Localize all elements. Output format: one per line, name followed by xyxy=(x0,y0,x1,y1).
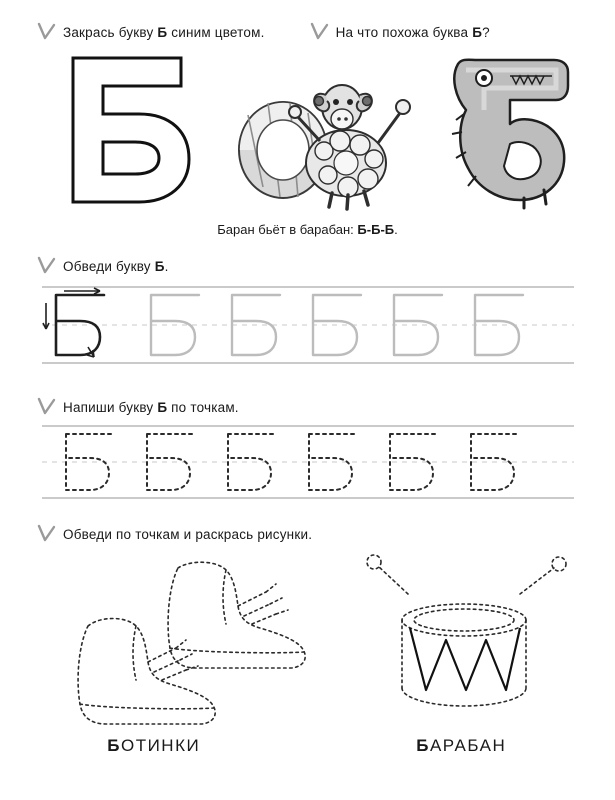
task-color-letter xyxy=(38,22,265,42)
checkmark-icon xyxy=(38,22,56,42)
task-text-before: Закрась букву xyxy=(63,24,154,40)
trace-practice-row[interactable] xyxy=(42,285,574,365)
task-write-by-dots xyxy=(38,397,239,417)
caption-ram-sentence xyxy=(0,222,615,237)
big-outline-letter[interactable] xyxy=(55,52,200,207)
dotted-drawings[interactable] xyxy=(30,548,590,728)
task-letter: Б xyxy=(157,24,168,40)
checkmark-icon xyxy=(38,524,56,544)
caption-text-after: . xyxy=(394,222,398,237)
dotted-practice-row[interactable] xyxy=(42,424,574,500)
word-labels xyxy=(0,736,615,756)
task-write-by-dots-label xyxy=(63,400,239,415)
trace-letter-ghost[interactable] xyxy=(394,295,442,355)
task-trace-and-color xyxy=(38,524,312,544)
task-letter: Б xyxy=(157,399,168,415)
ram-with-drum-illustration xyxy=(228,55,413,215)
word-rest: АРАБАН xyxy=(429,736,507,755)
checkmark-icon xyxy=(311,22,329,42)
word-accent-letter: Б xyxy=(107,736,121,755)
boots-dotted-outline[interactable] xyxy=(78,562,305,724)
task-trace-letter-label xyxy=(63,259,169,274)
task-text-after: ? xyxy=(482,24,490,40)
word-boots xyxy=(0,736,308,756)
drum-dotted-outline[interactable] xyxy=(367,555,566,706)
word-accent-letter: Б xyxy=(416,736,430,755)
task-text-before: На что похожа буква xyxy=(335,24,469,40)
checkmark-icon xyxy=(38,397,56,417)
checkmark-icon xyxy=(38,256,56,276)
task-text-after: по точкам. xyxy=(171,399,239,415)
task-letter: Б xyxy=(472,24,483,40)
word-rest: ОТИНКИ xyxy=(120,736,201,755)
task-text-before: Напиши букву xyxy=(63,399,154,415)
task-color-letter-label xyxy=(63,25,265,40)
drum-zigzag xyxy=(410,628,520,690)
task-text-before: Обведи букву xyxy=(63,258,151,274)
task-text-after: синим цветом. xyxy=(171,24,265,40)
trace-letter-model xyxy=(43,288,104,357)
caption-sounds: Б-Б-Б xyxy=(357,222,395,237)
task-text-after: . xyxy=(164,258,169,274)
caption-text-before: Баран бьёт в барабан: xyxy=(217,222,354,237)
section-1-headings xyxy=(38,22,583,42)
word-drum xyxy=(308,736,615,756)
task-what-looks-like-label xyxy=(336,25,490,40)
crocodile-letter-illustration xyxy=(440,48,580,213)
task-what-looks-like xyxy=(311,22,490,42)
task-trace-letter xyxy=(38,256,169,276)
task-letter: Б xyxy=(154,258,165,274)
task-trace-and-color-label: Обведи по точкам и раскрась рисунки. xyxy=(63,526,313,542)
